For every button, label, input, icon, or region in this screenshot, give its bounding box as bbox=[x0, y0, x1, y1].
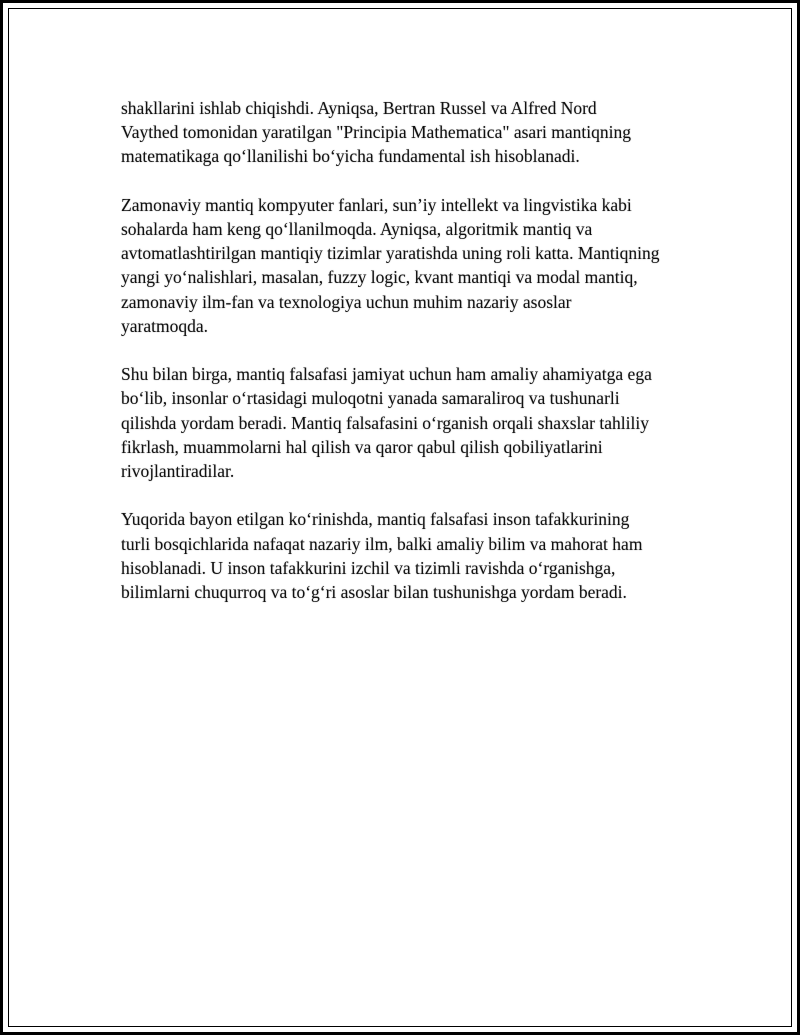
text-line: sohalarda ham keng qoʻllanilmoqda. Ayniqsa, algoritmik mantiq va bbox=[121, 219, 593, 239]
text-line: avtomatlashtirilgan mantiqiy tizimlar yaratishda uning roli katta. Mantiqning bbox=[121, 243, 660, 264]
text-line: Yuqorida bayon etilgan koʻrinishda, mantiq falsafasi inson tafakkurining bbox=[121, 509, 630, 530]
text-line: Zamonaviy mantiq kompyuter fanlari, sun’iy intellekt va lingvistika kabi bbox=[121, 194, 632, 215]
text-line: matematikaga qoʻllanilishi boʻyicha fundamental ish hisoblanadi. bbox=[121, 146, 580, 167]
text-line: fikrlash, muammolarni hal qilish va qaror qabul qilish qobiliyatlarini bbox=[121, 436, 603, 457]
text-line: yangi yoʻnalishlari, masalan, fuzzy logic, kvant mantiqi va modal mantiq, bbox=[121, 267, 638, 288]
paragraph-2 bbox=[121, 193, 703, 338]
text-line: boʻlib, insonlar oʻrtasidagi muloqotni yanada samaraliroq va tushunarli bbox=[121, 388, 620, 409]
text-line: Vaythed tomonidan yaratilgan "Principia Mathematica" asari mantiqning bbox=[121, 122, 631, 143]
text-line: qilishda yordam beradi. Mantiq falsafasini oʻrganish orqali shaxslar tahliliy bbox=[121, 412, 649, 433]
document-body bbox=[121, 96, 703, 628]
text-line: Shu bilan birga, mantiq falsafasi jamiyat uchun ham amaliy ahamiyatga ega bbox=[121, 364, 652, 385]
text-line: hisoblanadi. U inson tafakkurini izchil va tizimli ravishda oʻrganishga, bbox=[121, 557, 616, 578]
text-line: rivojlantiradilar. bbox=[121, 461, 235, 482]
text-line: shakllarini ishlab chiqishdi. Ayniqsa, Bertran Russel va Alfred Nord bbox=[121, 98, 597, 118]
text-line: turli bosqichlarida nafaqat nazariy ilm, balki amaliy bilim va mahorat ham bbox=[121, 533, 643, 554]
text-line: yaratmoqda. bbox=[121, 315, 208, 336]
paragraph-3 bbox=[121, 362, 703, 483]
text-line: zamonaviy ilm-fan va texnologiya uchun muhim nazariy asoslar bbox=[121, 291, 572, 312]
paragraph-1 bbox=[121, 96, 703, 169]
text-line: bilimlarni chuqurroq va toʻgʻri asoslar bilan tushunishga yordam beradi. bbox=[121, 582, 627, 603]
paragraph-4 bbox=[121, 507, 703, 604]
